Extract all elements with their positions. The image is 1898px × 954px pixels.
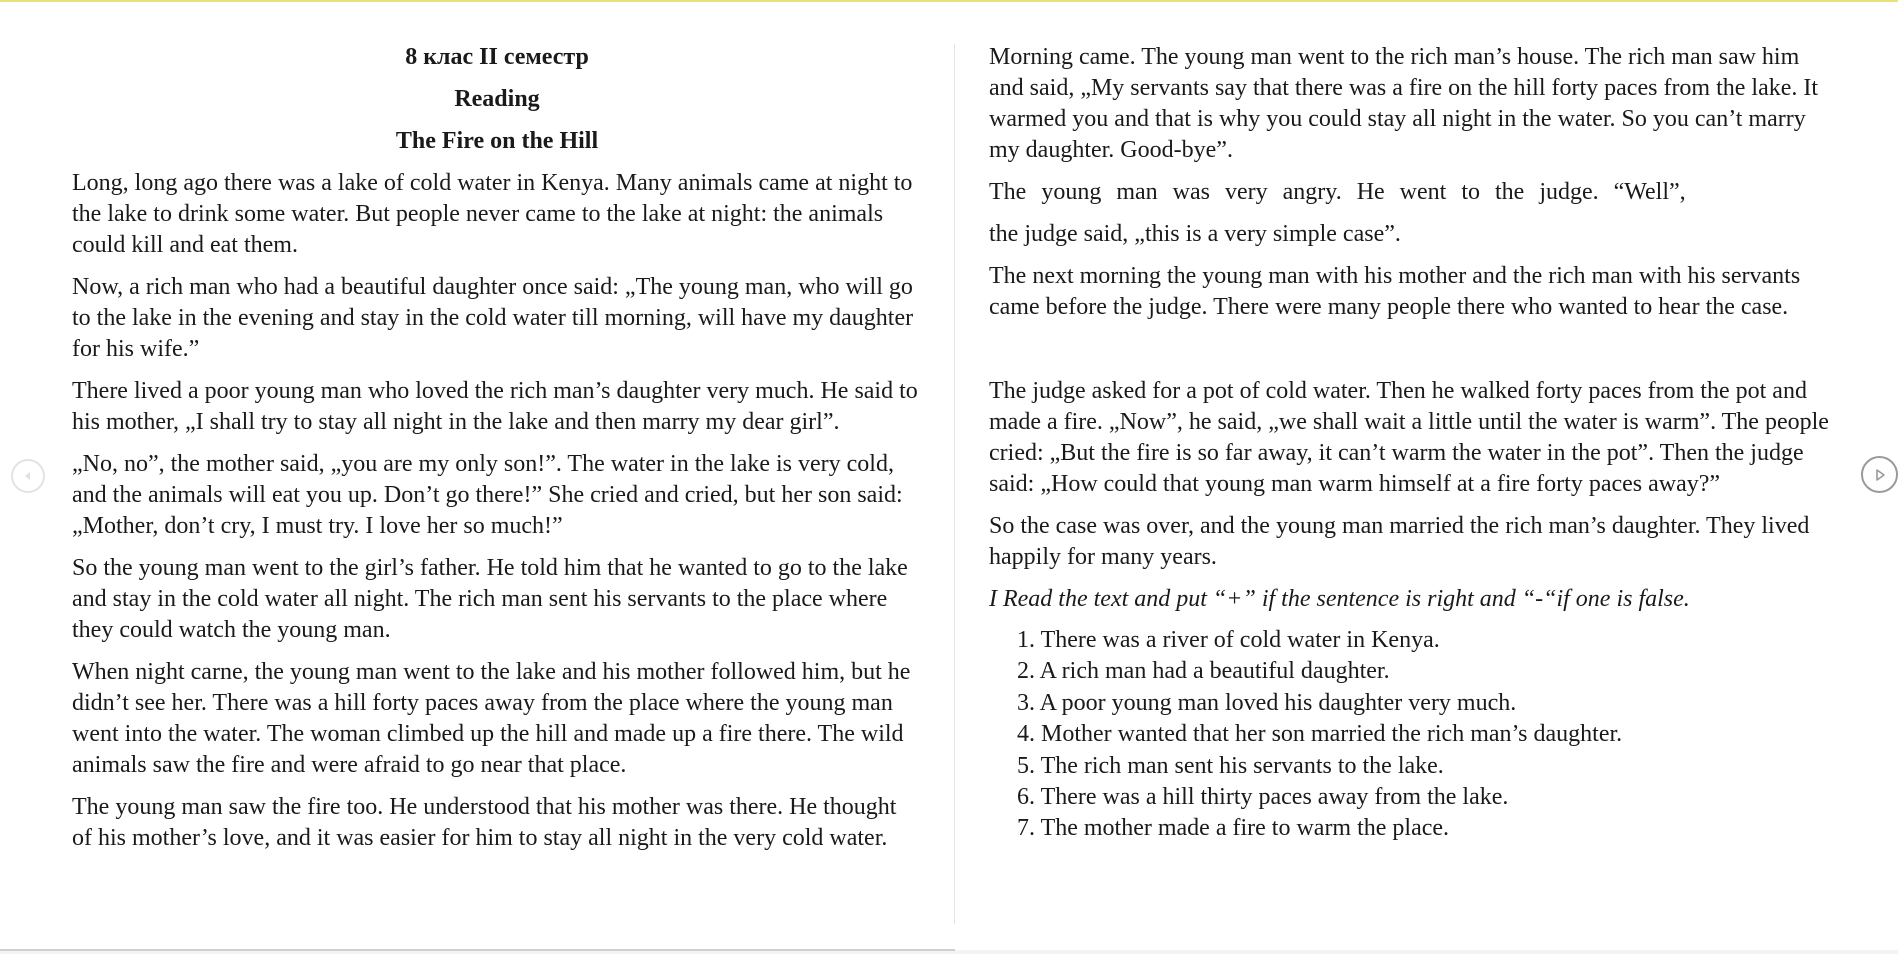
heading-reading: Reading — [454, 86, 540, 112]
chevron-left-icon — [21, 469, 35, 483]
story-paragraph: There lived a poor young man who loved the rich man’s daughter very much. He said to his mother, „I shall try to stay all night in the lake and then marry my dear girl”. — [72, 378, 918, 435]
left-page — [72, 42, 922, 865]
heading-grade: 8 клас II семестр — [405, 44, 589, 70]
question-item: 1. There was a river of cold water in Kenya. — [1017, 627, 1440, 653]
question-item: 7. The mother made a fire to warm the place. — [1017, 815, 1450, 842]
question-item: 4. Mother wanted that her son married the rich man’s daughter. — [1017, 721, 1623, 748]
story-title: The Fire on the Hill — [395, 128, 599, 154]
page-divider — [954, 44, 955, 924]
story-paragraph: Long, long ago there was a lake of cold water in Kenya. Many animals came at night to the lake to drink some water. But people never came to the lake at night: the animals could kill and eat them. — [72, 170, 913, 258]
question-item: 5. The rich man sent his servants to the lake. — [1017, 752, 1444, 779]
story-paragraph: The young man was very angry. He went to the judge. “Well”, — [989, 179, 1686, 205]
next-page-button[interactable] — [1861, 456, 1898, 493]
viewer-top-strip — [0, 0, 1898, 2]
blank-space — [989, 334, 1834, 376]
play-right-icon — [1872, 467, 1888, 483]
story-paragraph: When night carne, the young man went to the lake and his mother followed him, but he didn’t see her. There was a hill forty paces away from the place where the young man went into the water. The woman climbed up the hill and made up a fire there. The wild animals saw the fire and were afraid to go near that place. — [72, 659, 911, 778]
story-paragraph: „No, no”, the mother said, „you are my only son!”. The water in the lake is very cold, and the animals will eat you up. Don’t go there!” She cried and cried, but her son said: „Mother, don’t cry, I must try. I love her so much!” — [72, 451, 903, 539]
story-paragraph: Morning came. The young man went to the rich man’s house. The rich man saw him and said, „My servants say that there was a fire on the hill forty paces from the lake. It warmed you and that is why you could stay all night in the water. So you can’t marry my daughter. Good-bye”. — [989, 44, 1819, 163]
right-page — [989, 42, 1834, 845]
viewer-scroll-indicator — [0, 949, 955, 951]
previous-page-button[interactable] — [11, 459, 45, 493]
exercise-instruction: I Read the text and put “+” if the sentence is right and “-“if one is false. — [989, 586, 1690, 612]
question-item: 2. A rich man had a beautiful daughter. — [1017, 658, 1390, 685]
story-paragraph: Now, a rich man who had a beautiful daughter once said: „The young man, who will go to the lake in the evening and stay in the cold water till morning, will have my daughter for his wife.” — [72, 274, 914, 362]
story-paragraph: So the case was over, and the young man married the rich man’s daughter. They lived happily for many years. — [989, 513, 1810, 570]
story-paragraph: the judge said, „this is a very simple case”. — [989, 221, 1401, 247]
story-paragraph: The next morning the young man with his mother and the rich man with his servants came before the judge. There were many people there who wanted to hear the case. — [989, 263, 1801, 320]
question-list — [989, 625, 1834, 845]
story-paragraph: The young man saw the fire too. He understood that his mother was there. He thought of his mother’s love, and it was easier for him to stay all night in the very cold water. — [72, 794, 897, 851]
story-paragraph: So the young man went to the girl’s father. He told him that he wanted to go to the lake and stay in the cold water all night. The rich man sent his servants to the place where they could watch the young man. — [72, 555, 908, 643]
question-item: 6. There was a hill thirty paces away from the lake. — [1017, 784, 1509, 811]
story-paragraph: The judge asked for a pot of cold water. Then he walked forty paces from the pot and made a fire. „Now”, he said, „we shall wait a little until the water is warm”. The people cried: „But the fire is so far away, it can’t warm the water in the pot”. Then the judge said: „How could that young man warm himself at a fire forty paces away?” — [989, 378, 1829, 497]
question-item: 3. A poor young man loved his daughter very much. — [1017, 689, 1517, 716]
